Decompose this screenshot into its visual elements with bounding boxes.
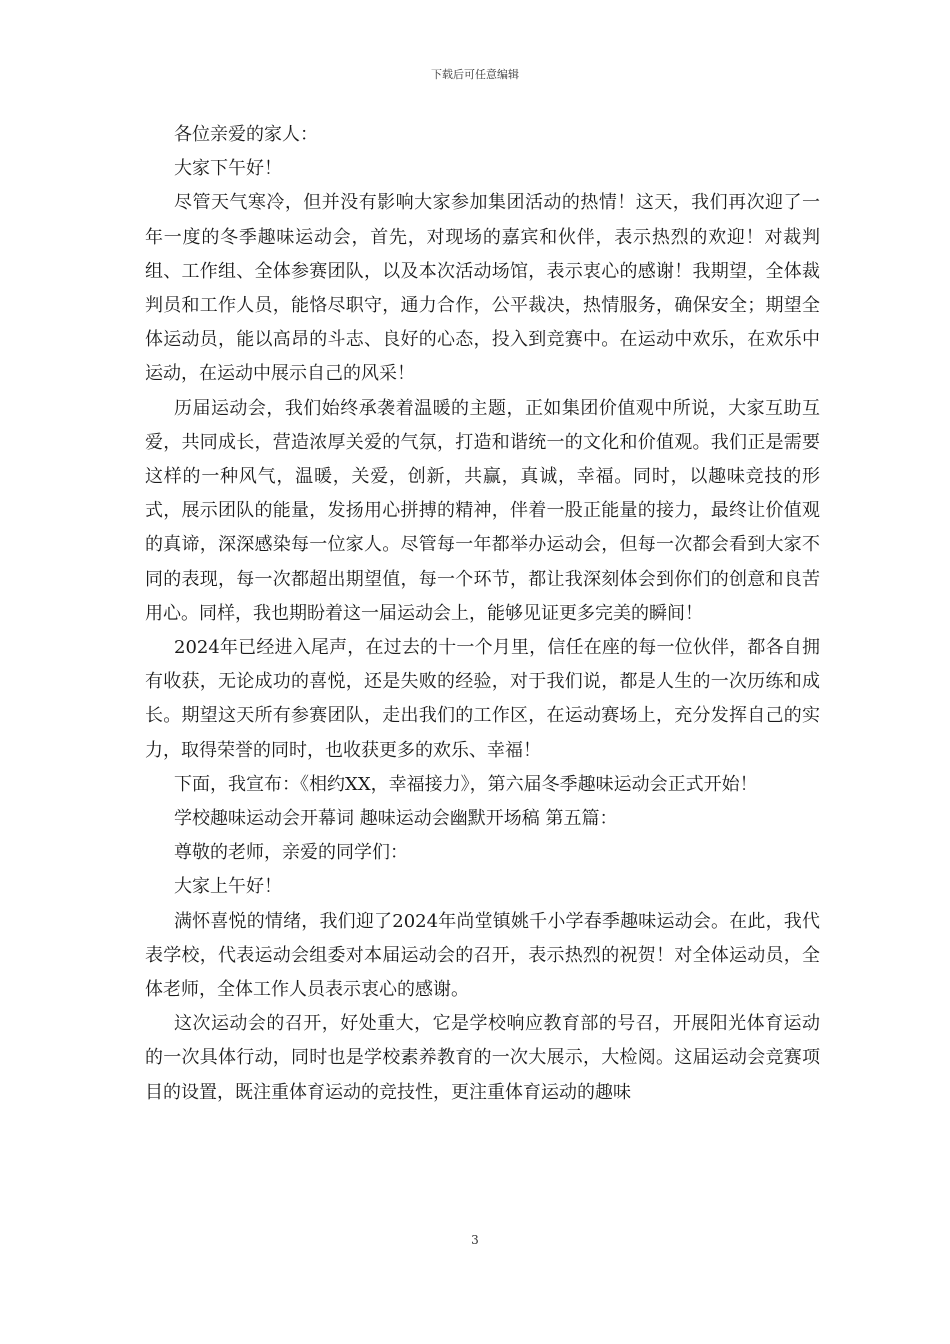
paragraph: 尽管天气寒冷，但并没有影响大家参加集团活动的热情！这天，我们再次迎了一年一度的冬季趣味运动会，首先，对现场的嘉宾和伙伴，表示热烈的欢迎！对裁判组、工作组、全体参赛团队，以及本次活动场馆，表示衷心的感谢！我期望，全体裁判员和工作人员，能恪尽职守，通力合作，公平裁决，热情服务，确保安全；期望全体运动员，能以高昂的斗志、良好的心态，投入到竞赛中。在运动中欢乐，在欢乐中运动，在运动中展示自己的风采！ bbox=[145, 192, 820, 385]
page-number: 3 bbox=[471, 1233, 479, 1247]
paragraph: 2024年已经进入尾声，在过去的十一个月里，信任在座的每一位伙伴，都各自拥有收获，无论成功的喜悦，还是失败的经验，对于我们说，都是人生的一次历练和成长。期望这天所有参赛团队，走出我们的工作区，在运动赛场上，充分发挥自己的实力，取得荣誉的同时，也收获更多的欢乐、幸福！ bbox=[145, 637, 820, 761]
page-header: 下载后可任意编辑 bbox=[431, 68, 519, 81]
paragraph: 尊敬的老师，亲爱的同学们： bbox=[174, 842, 408, 864]
paragraph: 历届运动会，我们始终承袭着温暖的主题，正如集团价值观中所说，大家互助互爱，共同成长，营造浓厚关爱的气氛，打造和谐统一的文化和价值观。我们正是需要这样的一种风气，温暖，关爱，创新，共赢，真诚，幸福。同时，以趣味竞技的形式，展示团队的能量，发扬用心拼搏的精神，伴着一股正能量的接力，最终让价值观的真谛，深深感染每一位家人。尽管每一年都举办运动会，但每一次都会看到大家不同的表现，每一次都超出期望值，每一个环节，都让我深刻体会到你们的创意和良苦用心。同样，我也期盼着这一届运动会上，能够见证更多完美的瞬间！ bbox=[145, 397, 820, 624]
paragraph: 学校趣味运动会开幕词 趣味运动会幽默开场稿 第五篇： bbox=[174, 808, 618, 830]
document-body bbox=[145, 118, 820, 1110]
paragraph: 大家上午好！ bbox=[174, 876, 282, 898]
paragraph: 下面，我宣布：《相约XX，幸福接力》，第六届冬季趣味运动会正式开始！ bbox=[174, 773, 758, 795]
paragraph: 各位亲爱的家人： bbox=[174, 124, 318, 145]
paragraph: 大家下午好！ bbox=[174, 158, 282, 180]
paragraph: 这次运动会的召开，好处重大，它是学校响应教育部的号召，开展阳光体育运动的一次具体行动，同时也是学校素养教育的一次大展示，大检阅。这届运动会竞赛项目的设置，既注重体育运动的竞技性，更注重体育运动的趣味 bbox=[145, 1013, 820, 1103]
paragraph: 满怀喜悦的情绪，我们迎了2024年尚堂镇姚千小学春季趣味运动会。在此，我代表学校，代表运动会组委对本届运动会的召开，表示热烈的祝贺！对全体运动员，全体老师，全体工作人员表示衷心的感谢。 bbox=[145, 910, 820, 1001]
